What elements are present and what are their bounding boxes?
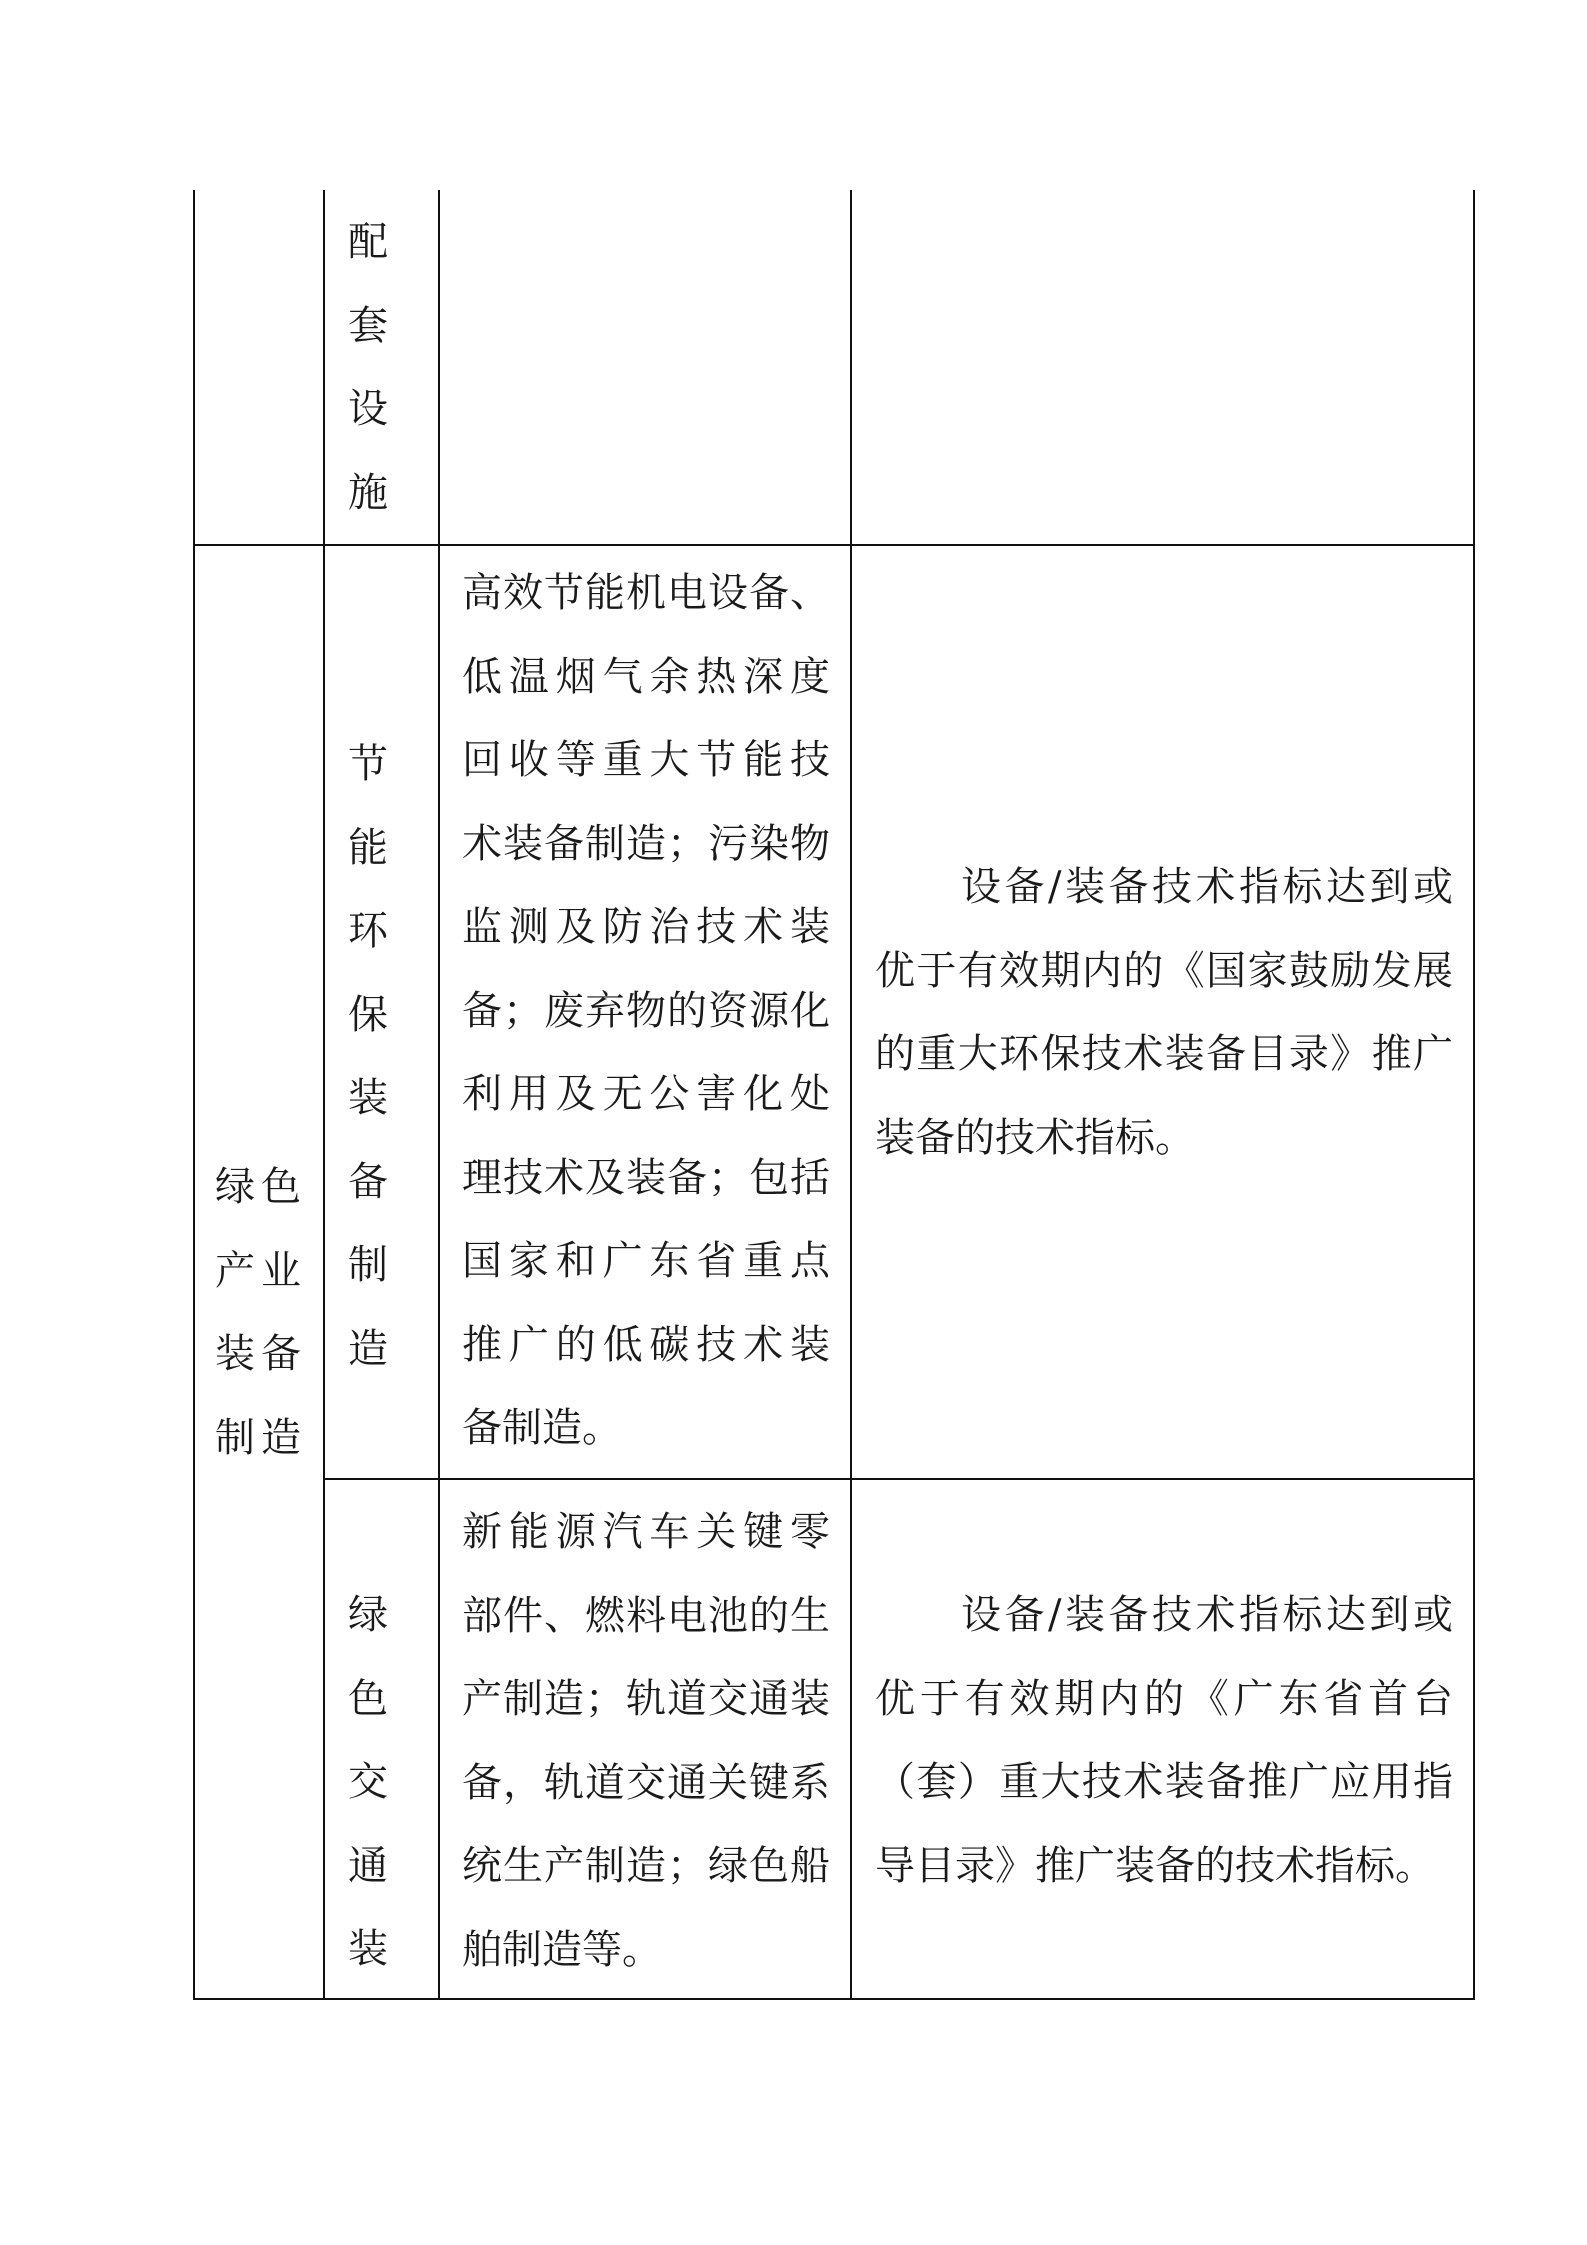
- scope-cell: [440, 546, 852, 1480]
- subcategory-cell: [325, 546, 440, 1480]
- subcategory-char: 通: [348, 1842, 388, 1889]
- scope-line: 备制造。: [462, 1405, 622, 1451]
- criteria-text: [875, 1574, 1453, 1908]
- scope-cell: [440, 1480, 852, 2000]
- subcategory-char: 配: [348, 219, 388, 265]
- category-line: 制造: [215, 1414, 301, 1461]
- subcategory-char: 制: [348, 1242, 388, 1288]
- scope-line: 理技术及装备；包括: [462, 1154, 830, 1201]
- criteria-line: 优于有效期内的《国家鼓励发展: [875, 947, 1453, 994]
- criteria-line: 优于有效期内的《广东省首台: [875, 1675, 1453, 1722]
- scope-line: 统生产制造；绿色船: [462, 1843, 830, 1889]
- scope-line: 产制造；轨道交通装: [462, 1676, 830, 1722]
- criteria-line: 设备/装备技术指标达到或: [961, 864, 1453, 910]
- scope-line: 推广的低碳技术装: [462, 1321, 830, 1368]
- subcategory-char: 套: [348, 302, 388, 349]
- scope-line: 回收等重大节能技: [462, 737, 830, 783]
- category-cell-continued: [193, 190, 325, 546]
- criteria-line: 的重大环保技术装备目录》推广: [875, 1031, 1453, 1077]
- criteria-line: （套）重大技术装备推广应用指: [875, 1759, 1453, 1805]
- criteria-cell-empty: [852, 190, 1475, 546]
- scope-line: 部件、燃料电池的生: [462, 1592, 830, 1639]
- scope-line: 高效节能机电设备、: [462, 570, 830, 616]
- subcategory-char: 保: [348, 991, 388, 1038]
- scope-line: 利用及无公害化处: [462, 1071, 830, 1117]
- subcategory-cell: [325, 1480, 440, 2000]
- scope-line: 舶制造等。: [462, 1926, 662, 1973]
- subcategory-char: 节: [348, 741, 388, 787]
- scope-text: [462, 552, 830, 1471]
- category-line: 装备: [215, 1331, 301, 1377]
- scope-cell-empty: [440, 190, 852, 546]
- subcategory-cell: [325, 190, 440, 546]
- subcategory-char: 交: [348, 1759, 388, 1805]
- subcategory-char: 备: [348, 1158, 388, 1205]
- scope-line: 低温烟气余热深度: [462, 653, 830, 700]
- subcategory-char: 绿: [348, 1592, 388, 1638]
- subcategory-char: 环: [348, 908, 388, 954]
- scope-line: 术装备制造；污染物: [462, 820, 830, 867]
- subcategory-char: 装: [348, 1926, 388, 1972]
- subcategory-char: 装: [348, 1075, 388, 1121]
- criteria-cell: [852, 546, 1475, 1480]
- scope-text: [462, 1491, 830, 1992]
- scope-line: 国家和广东省重点: [462, 1238, 830, 1284]
- criteria-line: 导目录》推广装备的技术指标。: [875, 1842, 1435, 1889]
- scope-line: 监测及防治技术装: [462, 904, 830, 950]
- category-cell: [193, 546, 325, 2000]
- criteria-text: [875, 846, 1453, 1180]
- subcategory-text: [348, 201, 408, 535]
- criteria-line: 装备的技术指标。: [875, 1114, 1195, 1161]
- subcategory-char: 施: [348, 469, 388, 516]
- criteria-line: 设备/装备技术指标达到或: [961, 1592, 1453, 1638]
- category-line: 产业: [215, 1247, 301, 1294]
- subcategory-text: [348, 1574, 408, 1992]
- scope-line: 备，轨道交通关键系: [462, 1759, 830, 1806]
- category-line: 绿色: [215, 1164, 301, 1210]
- criteria-cell: [852, 1480, 1475, 2000]
- subcategory-text: [348, 723, 408, 1391]
- subcategory-char: 能: [348, 824, 388, 871]
- scope-line: 备；废弃物的资源化: [462, 987, 830, 1034]
- subcategory-char: 设: [348, 386, 388, 432]
- subcategory-char: 造: [348, 1325, 388, 1372]
- industry-catalog-table: [193, 190, 1475, 2000]
- category-text: [215, 1146, 301, 1480]
- subcategory-char: 色: [348, 1675, 388, 1722]
- scope-line: 新能源汽车关键零: [462, 1509, 830, 1555]
